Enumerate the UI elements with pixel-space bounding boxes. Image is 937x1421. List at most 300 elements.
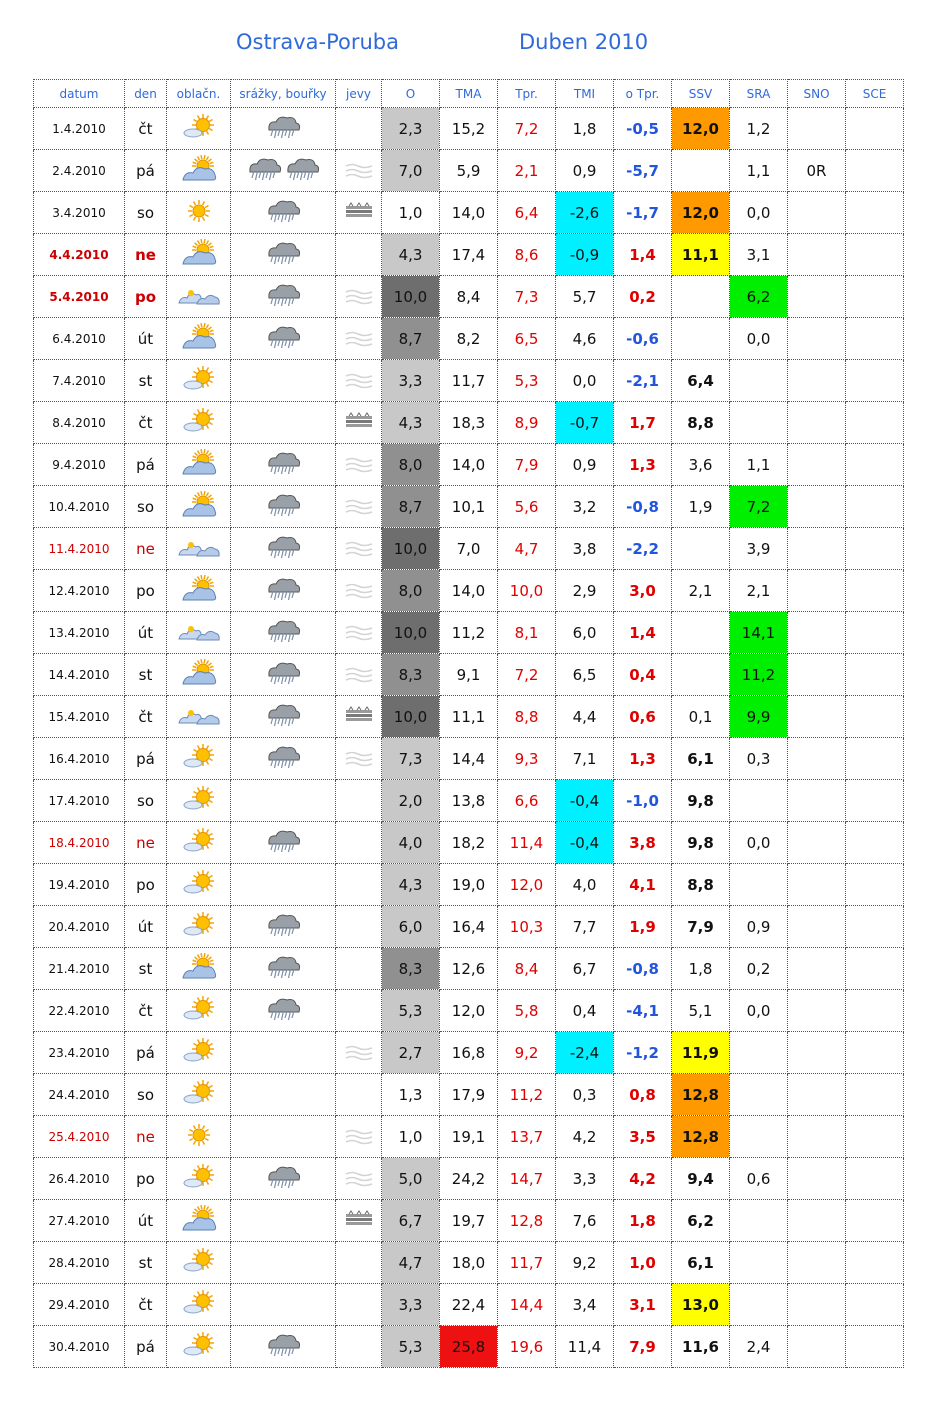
- sunshine-cell: 7,9: [672, 906, 730, 948]
- col-header: oblačn.: [167, 80, 231, 108]
- tavg-cell: 9,2: [498, 1032, 556, 1074]
- cloudiness-cell: 1,3: [382, 1074, 440, 1116]
- tmin-cell: -0,7: [556, 402, 614, 444]
- col-header: jevy: [336, 80, 382, 108]
- precipitation-cell: [730, 402, 788, 444]
- tmin-cell: 6,5: [556, 654, 614, 696]
- col-header: TMI: [556, 80, 614, 108]
- rain-cloud-icon: [264, 910, 302, 944]
- date-cell: 4.4.2010: [34, 234, 125, 276]
- rain-cloud-icon: [264, 574, 302, 608]
- snow-cover-cell: [846, 990, 904, 1032]
- col-header: SRA: [730, 80, 788, 108]
- date-cell: 20.4.2010: [34, 906, 125, 948]
- phenomena-cell: [336, 150, 382, 192]
- cloud-cell: [167, 1242, 231, 1284]
- sun-cloud-icon: [179, 154, 219, 188]
- tavg-deviation-cell: 1,8: [614, 1200, 672, 1242]
- sunshine-cell: [672, 150, 730, 192]
- tmin-cell: 11,4: [556, 1326, 614, 1368]
- cloudiness-cell: 8,3: [382, 654, 440, 696]
- haze-icon: [343, 494, 375, 520]
- precip-cell: [231, 318, 336, 360]
- tmin-cell: 7,7: [556, 906, 614, 948]
- phenomena-cell: [336, 528, 382, 570]
- tmax-cell: 16,8: [440, 1032, 498, 1074]
- precipitation-cell: 1,2: [730, 108, 788, 150]
- precipitation-cell: [730, 1032, 788, 1074]
- day-cell: po: [125, 276, 167, 318]
- day-cell: po: [125, 864, 167, 906]
- tavg-cell: 7,2: [498, 654, 556, 696]
- table-row: [34, 1158, 904, 1200]
- rain-cloud-icon: [264, 826, 302, 860]
- date-cell: 10.4.2010: [34, 486, 125, 528]
- sunshine-cell: 2,1: [672, 570, 730, 612]
- tmin-cell: 3,2: [556, 486, 614, 528]
- fog-icon: [343, 706, 375, 728]
- tavg-deviation-cell: -1,2: [614, 1032, 672, 1074]
- precip-cell: [231, 1074, 336, 1116]
- tavg-cell: 14,4: [498, 1284, 556, 1326]
- day-cell: st: [125, 360, 167, 402]
- phenomena-cell: [336, 486, 382, 528]
- cloudiness-cell: 4,0: [382, 822, 440, 864]
- phenomena-cell: [336, 360, 382, 402]
- tavg-deviation-cell: -0,5: [614, 108, 672, 150]
- sun-icon: [183, 196, 215, 230]
- snow-cover-cell: [846, 1032, 904, 1074]
- table-row: [34, 192, 904, 234]
- sunshine-cell: 3,6: [672, 444, 730, 486]
- rain-cloud-icon: [264, 112, 302, 146]
- day-cell: ne: [125, 1116, 167, 1158]
- sunshine-cell: 5,1: [672, 990, 730, 1032]
- table-row: [34, 1032, 904, 1074]
- haze-icon: [343, 536, 375, 562]
- precipitation-cell: [730, 1074, 788, 1116]
- cloud-cell: [167, 1326, 231, 1368]
- col-header: Tpr.: [498, 80, 556, 108]
- snow-cell: [788, 1242, 846, 1284]
- cloud-cell: [167, 1200, 231, 1242]
- snow-cover-cell: [846, 1074, 904, 1116]
- phenomena-cell: [336, 402, 382, 444]
- rain-cloud-icon: [264, 448, 302, 482]
- date-cell: 22.4.2010: [34, 990, 125, 1032]
- date-cell: 27.4.2010: [34, 1200, 125, 1242]
- precipitation-cell: [730, 780, 788, 822]
- overcast-icon: [177, 283, 221, 311]
- cloud-cell: [167, 192, 231, 234]
- day-cell: so: [125, 1074, 167, 1116]
- tmax-cell: 18,2: [440, 822, 498, 864]
- snow-cover-cell: [846, 906, 904, 948]
- snow-cover-cell: [846, 276, 904, 318]
- cloudiness-cell: 7,3: [382, 738, 440, 780]
- snow-cover-cell: [846, 192, 904, 234]
- partly-sunny-icon: [181, 784, 217, 818]
- tavg-deviation-cell: 7,9: [614, 1326, 672, 1368]
- date-cell: 5.4.2010: [34, 276, 125, 318]
- phenomena-cell: [336, 990, 382, 1032]
- snow-cover-cell: [846, 822, 904, 864]
- tmin-cell: -2,6: [556, 192, 614, 234]
- tmax-cell: 16,4: [440, 906, 498, 948]
- rain-cloud-icon: [264, 1330, 302, 1364]
- date-cell: 3.4.2010: [34, 192, 125, 234]
- cloud-cell: [167, 570, 231, 612]
- weather-table: [33, 79, 904, 1368]
- precip-cell: [231, 570, 336, 612]
- snow-cell: [788, 1032, 846, 1074]
- tmax-cell: 15,2: [440, 108, 498, 150]
- cloudiness-cell: 10,0: [382, 276, 440, 318]
- haze-icon: [343, 578, 375, 604]
- precip-cell: [231, 906, 336, 948]
- precipitation-cell: [730, 864, 788, 906]
- partly-sunny-icon: [181, 826, 217, 860]
- snow-cover-cell: [846, 360, 904, 402]
- tavg-deviation-cell: -2,2: [614, 528, 672, 570]
- date-cell: 13.4.2010: [34, 612, 125, 654]
- tmax-cell: 19,0: [440, 864, 498, 906]
- phenomena-cell: [336, 948, 382, 990]
- precip-cell: [231, 528, 336, 570]
- day-cell: so: [125, 192, 167, 234]
- snow-cell: [788, 696, 846, 738]
- phenomena-cell: [336, 864, 382, 906]
- table-row: [34, 906, 904, 948]
- sunshine-cell: 6,1: [672, 1242, 730, 1284]
- sunshine-cell: 6,4: [672, 360, 730, 402]
- snow-cover-cell: [846, 234, 904, 276]
- snow-cover-cell: [846, 1326, 904, 1368]
- col-header: SCE: [846, 80, 904, 108]
- precipitation-cell: [730, 1284, 788, 1326]
- snow-cell: [788, 486, 846, 528]
- date-cell: 23.4.2010: [34, 1032, 125, 1074]
- sunshine-cell: 1,9: [672, 486, 730, 528]
- tavg-deviation-cell: 3,5: [614, 1116, 672, 1158]
- tavg-deviation-cell: 1,4: [614, 612, 672, 654]
- haze-icon: [343, 662, 375, 688]
- table-row: [34, 654, 904, 696]
- snow-cover-cell: [846, 780, 904, 822]
- precip-cell: [231, 780, 336, 822]
- date-cell: 12.4.2010: [34, 570, 125, 612]
- overcast-icon: [177, 703, 221, 731]
- precip-cell: [231, 1158, 336, 1200]
- precip-cell: [231, 1032, 336, 1074]
- partly-sunny-icon: [181, 112, 217, 146]
- partly-sunny-icon: [181, 1036, 217, 1070]
- haze-icon: [343, 1124, 375, 1150]
- precipitation-cell: 0,3: [730, 738, 788, 780]
- tmax-cell: 11,1: [440, 696, 498, 738]
- rain-cloud-icon: [264, 1162, 302, 1196]
- rain-cloud-icon: [264, 322, 302, 356]
- tavg-cell: 7,9: [498, 444, 556, 486]
- day-cell: ne: [125, 822, 167, 864]
- col-header: den: [125, 80, 167, 108]
- tmax-cell: 17,4: [440, 234, 498, 276]
- date-cell: 26.4.2010: [34, 1158, 125, 1200]
- precip-cell: [231, 360, 336, 402]
- snow-cover-cell: [846, 444, 904, 486]
- tmax-cell: 14,0: [440, 192, 498, 234]
- day-cell: čt: [125, 696, 167, 738]
- snow-cell: [788, 318, 846, 360]
- col-header: srážky, bouřky: [231, 80, 336, 108]
- table-row: [34, 444, 904, 486]
- cloudiness-cell: 2,7: [382, 1032, 440, 1074]
- col-header: o Tpr.: [614, 80, 672, 108]
- phenomena-cell: [336, 1284, 382, 1326]
- partly-sunny-icon: [181, 994, 217, 1028]
- tavg-deviation-cell: -0,8: [614, 486, 672, 528]
- station-title: Ostrava-Poruba: [236, 30, 399, 54]
- snow-cell: [788, 402, 846, 444]
- tavg-deviation-cell: -1,7: [614, 192, 672, 234]
- cloudiness-cell: 10,0: [382, 696, 440, 738]
- tmax-cell: 7,0: [440, 528, 498, 570]
- sun-cloud-icon: [179, 490, 219, 524]
- cloud-cell: [167, 654, 231, 696]
- date-cell: 14.4.2010: [34, 654, 125, 696]
- sunshine-cell: 8,8: [672, 402, 730, 444]
- tmax-cell: 18,0: [440, 1242, 498, 1284]
- phenomena-cell: [336, 444, 382, 486]
- precipitation-cell: 2,1: [730, 570, 788, 612]
- tmin-cell: 3,4: [556, 1284, 614, 1326]
- fog-icon: [343, 412, 375, 434]
- date-cell: 7.4.2010: [34, 360, 125, 402]
- cloud-cell: [167, 822, 231, 864]
- snow-cell: [788, 654, 846, 696]
- day-cell: pá: [125, 1326, 167, 1368]
- rain-cloud-icon: [264, 700, 302, 734]
- day-cell: čt: [125, 108, 167, 150]
- table-row: [34, 528, 904, 570]
- cloud-cell: [167, 444, 231, 486]
- overcast-icon: [177, 535, 221, 563]
- tavg-deviation-cell: -1,0: [614, 780, 672, 822]
- snow-cover-cell: [846, 402, 904, 444]
- tavg-cell: 8,6: [498, 234, 556, 276]
- tmax-cell: 11,7: [440, 360, 498, 402]
- phenomena-cell: [336, 1116, 382, 1158]
- tmax-cell: 5,9: [440, 150, 498, 192]
- table-row: [34, 990, 904, 1032]
- date-cell: 16.4.2010: [34, 738, 125, 780]
- tavg-deviation-cell: -5,7: [614, 150, 672, 192]
- snow-cell: [788, 234, 846, 276]
- rain-cloud-icon: [245, 154, 283, 188]
- table-row: [34, 1284, 904, 1326]
- tavg-deviation-cell: 0,4: [614, 654, 672, 696]
- phenomena-cell: [336, 612, 382, 654]
- snow-cover-cell: [846, 1284, 904, 1326]
- precipitation-cell: 1,1: [730, 150, 788, 192]
- tmin-cell: 7,6: [556, 1200, 614, 1242]
- fog-icon: [343, 202, 375, 224]
- cloudiness-cell: 8,0: [382, 444, 440, 486]
- snow-cell: [788, 780, 846, 822]
- precip-cell: [231, 486, 336, 528]
- cloudiness-cell: 1,0: [382, 1116, 440, 1158]
- partly-sunny-icon: [181, 406, 217, 440]
- sun-cloud-icon: [179, 574, 219, 608]
- sun-cloud-icon: [179, 322, 219, 356]
- tavg-cell: 11,7: [498, 1242, 556, 1284]
- day-cell: pá: [125, 150, 167, 192]
- tmax-cell: 12,6: [440, 948, 498, 990]
- fog-icon: [343, 1210, 375, 1232]
- rain-cloud-icon: [264, 658, 302, 692]
- tavg-cell: 12,8: [498, 1200, 556, 1242]
- cloudiness-cell: 4,7: [382, 1242, 440, 1284]
- tmax-cell: 8,4: [440, 276, 498, 318]
- day-cell: po: [125, 1158, 167, 1200]
- day-cell: st: [125, 1242, 167, 1284]
- phenomena-cell: [336, 318, 382, 360]
- cloudiness-cell: 8,7: [382, 486, 440, 528]
- tmin-cell: -0,4: [556, 822, 614, 864]
- date-cell: 19.4.2010: [34, 864, 125, 906]
- tavg-deviation-cell: 3,8: [614, 822, 672, 864]
- snow-cover-cell: [846, 1200, 904, 1242]
- sunshine-cell: [672, 654, 730, 696]
- tavg-deviation-cell: 0,8: [614, 1074, 672, 1116]
- precipitation-cell: 0,0: [730, 318, 788, 360]
- cloudiness-cell: 2,0: [382, 780, 440, 822]
- cloud-cell: [167, 486, 231, 528]
- sunshine-cell: [672, 528, 730, 570]
- phenomena-cell: [336, 1200, 382, 1242]
- haze-icon: [343, 326, 375, 352]
- phenomena-cell: [336, 822, 382, 864]
- tavg-cell: 13,7: [498, 1116, 556, 1158]
- snow-cell: [788, 570, 846, 612]
- tavg-cell: 7,3: [498, 276, 556, 318]
- partly-sunny-icon: [181, 1288, 217, 1322]
- tmax-cell: 13,8: [440, 780, 498, 822]
- month-title: Duben 2010: [519, 30, 649, 54]
- tavg-deviation-cell: 1,9: [614, 906, 672, 948]
- tmin-cell: 0,9: [556, 444, 614, 486]
- snow-cover-cell: [846, 528, 904, 570]
- tmin-cell: 6,7: [556, 948, 614, 990]
- snow-cell: [788, 906, 846, 948]
- precip-cell: [231, 990, 336, 1032]
- tavg-cell: 6,4: [498, 192, 556, 234]
- table-row: [34, 570, 904, 612]
- day-cell: so: [125, 780, 167, 822]
- table-row: [34, 1326, 904, 1368]
- precip-cell: [231, 948, 336, 990]
- haze-icon: [343, 452, 375, 478]
- precipitation-cell: [730, 1242, 788, 1284]
- precipitation-cell: 0,6: [730, 1158, 788, 1200]
- precipitation-cell: 7,2: [730, 486, 788, 528]
- cloudiness-cell: 3,3: [382, 360, 440, 402]
- tmin-cell: 1,8: [556, 108, 614, 150]
- phenomena-cell: [336, 654, 382, 696]
- date-cell: 2.4.2010: [34, 150, 125, 192]
- table-row: [34, 276, 904, 318]
- cloudiness-cell: 6,0: [382, 906, 440, 948]
- cloud-cell: [167, 108, 231, 150]
- sun-icon: [183, 1120, 215, 1154]
- rain-cloud-icon: [264, 490, 302, 524]
- col-header: O: [382, 80, 440, 108]
- sun-cloud-icon: [179, 448, 219, 482]
- day-cell: st: [125, 654, 167, 696]
- sunshine-cell: 11,9: [672, 1032, 730, 1074]
- sunshine-cell: 8,8: [672, 864, 730, 906]
- day-cell: ne: [125, 528, 167, 570]
- cloud-cell: [167, 990, 231, 1032]
- rain-cloud-icon: [264, 196, 302, 230]
- day-cell: pá: [125, 1032, 167, 1074]
- precip-cell: [231, 1284, 336, 1326]
- snow-cover-cell: [846, 1116, 904, 1158]
- snow-cell: [788, 444, 846, 486]
- phenomena-cell: [336, 108, 382, 150]
- cloud-cell: [167, 318, 231, 360]
- day-cell: po: [125, 570, 167, 612]
- cloudiness-cell: 8,0: [382, 570, 440, 612]
- cloud-cell: [167, 234, 231, 276]
- date-cell: 25.4.2010: [34, 1116, 125, 1158]
- tavg-cell: 11,2: [498, 1074, 556, 1116]
- day-cell: pá: [125, 444, 167, 486]
- tavg-deviation-cell: -0,8: [614, 948, 672, 990]
- day-cell: st: [125, 948, 167, 990]
- haze-icon: [343, 746, 375, 772]
- sunshine-cell: 6,2: [672, 1200, 730, 1242]
- tavg-deviation-cell: 3,1: [614, 1284, 672, 1326]
- phenomena-cell: [336, 234, 382, 276]
- tavg-deviation-cell: 3,0: [614, 570, 672, 612]
- snow-cell: [788, 822, 846, 864]
- precip-cell: [231, 444, 336, 486]
- tavg-cell: 11,4: [498, 822, 556, 864]
- snow-cell: [788, 1200, 846, 1242]
- cloud-cell: [167, 864, 231, 906]
- tmin-cell: 7,1: [556, 738, 614, 780]
- phenomena-cell: [336, 696, 382, 738]
- rain-cloud-icon: [264, 532, 302, 566]
- day-cell: čt: [125, 402, 167, 444]
- col-header: SSV: [672, 80, 730, 108]
- tavg-cell: 19,6: [498, 1326, 556, 1368]
- sun-cloud-icon: [179, 952, 219, 986]
- header-row: [34, 80, 904, 108]
- haze-icon: [343, 1166, 375, 1192]
- partly-sunny-icon: [181, 1078, 217, 1112]
- cloud-cell: [167, 1074, 231, 1116]
- haze-icon: [343, 1040, 375, 1066]
- day-cell: čt: [125, 1284, 167, 1326]
- table-row: [34, 696, 904, 738]
- rain-cloud-icon: [264, 616, 302, 650]
- tmin-cell: 4,4: [556, 696, 614, 738]
- tavg-cell: 10,3: [498, 906, 556, 948]
- table-row: [34, 234, 904, 276]
- tavg-cell: 12,0: [498, 864, 556, 906]
